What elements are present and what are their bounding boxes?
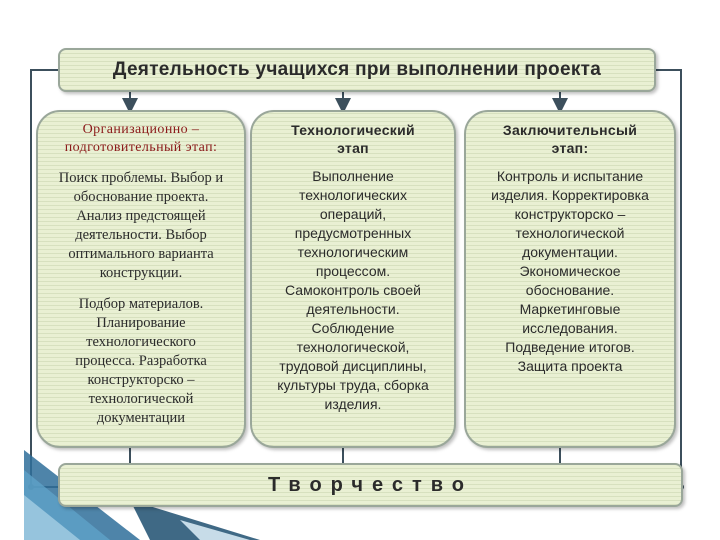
stage-organizational — [36, 110, 246, 448]
stage-text: Выполнение технологических операций, предусмотренных технологическим процессом. Самоконтроль своей деятельности. Соблюдение технологической, трудовой дисциплины, культуры труда, сборка изделия. — [277, 168, 429, 412]
stage-heading-line2: подготовительный этап: — [64, 140, 218, 155]
creativity-box — [58, 463, 683, 507]
stage-heading-line1: Заключительнсый — [502, 122, 638, 138]
creativity-label: Творчество — [267, 473, 474, 496]
stage-heading-line2: этап — [337, 140, 369, 156]
stage-body — [252, 167, 454, 414]
stage-technological — [250, 110, 456, 448]
diagram-title: Деятельность учащихся при выполнении проекта — [112, 59, 602, 80]
stage-heading-line2: этап: — [551, 140, 589, 156]
stage-heading — [466, 112, 674, 157]
title-box — [58, 48, 656, 92]
stage-text-part1: Поиск проблемы. Выбор и обоснование проекта. Анализ предстоящей деятельности. Выбор оптимального варианта конструкции. — [58, 170, 224, 281]
stage-body — [466, 167, 674, 376]
stage-heading-line1: Организационно – — [82, 122, 200, 137]
stage-final — [464, 110, 676, 448]
stage-heading — [252, 112, 454, 157]
stage-heading — [38, 112, 244, 157]
stage-text: Контроль и испытание изделия. Корректировка конструкторско – технологической документации. Экономическое обоснование. Маркетинговые исследования. Подведение итогов. Защита проекта — [491, 168, 649, 374]
stage-body — [38, 169, 244, 428]
stage-text-part2: Подбор материалов. Планирование технологического процесса. Разработка конструкторско – технологической документации — [75, 296, 207, 426]
stage-heading-line1: Технологический — [291, 122, 415, 138]
